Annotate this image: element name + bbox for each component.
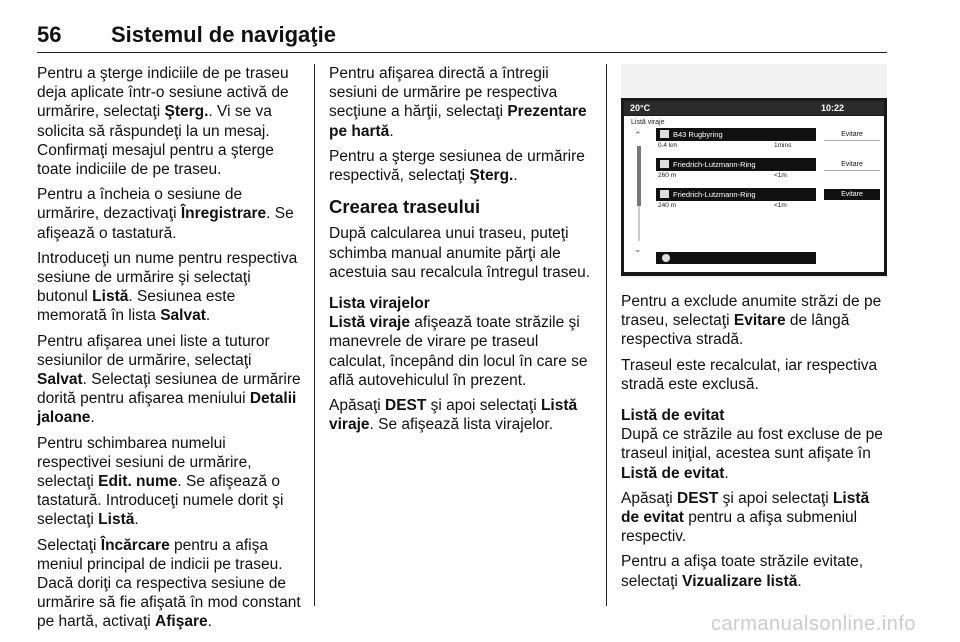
paragraph: Apăsaţi DEST şi apoi selectaţi Listă de evitat pentru a afişa submeniul respectiv.	[621, 489, 870, 546]
page-number: 56	[37, 22, 62, 47]
column-divider	[606, 64, 607, 606]
navigation-icon	[662, 254, 670, 262]
time: 1mins	[774, 142, 792, 149]
subheading: Lista virajelor	[329, 295, 430, 313]
screenshot-figure	[621, 64, 887, 278]
paragraph: Pentru a încheia o sesiune de urmărire, dezactivaţi Înregistrare. Se afişează o tastatură.	[37, 186, 294, 242]
scrollbar-thumb[interactable]	[637, 146, 641, 206]
avoid-button[interactable]: Evitare	[824, 129, 880, 141]
distance: 260 m	[658, 172, 677, 179]
paragraph: Apăsaţi DEST şi apoi selectaţi Listă viraje. Se afişează lista virajelor.	[329, 397, 578, 434]
paragraph: Pentru a şterge indiciile de pe traseu deja aplicate într-o sesiune activă de urmărire, selectaţi Şterg.. Vi se va solicita să răspundeţi la un mesaj. Confirmaţi mesajul pentru a şterge toate indiciile de pe traseu.	[37, 65, 289, 179]
column-left	[37, 64, 303, 638]
destination-bar[interactable]	[656, 252, 816, 264]
paragraph: După ce străzile au fost excluse de pe traseul iniţial, acestea sunt afişate în Listă de evitat.	[621, 426, 883, 482]
list-title: Listă viraje	[631, 119, 665, 126]
column-divider	[314, 64, 315, 606]
avoid-button[interactable]: Evitare	[824, 189, 880, 200]
infotainment-screen	[621, 98, 887, 276]
scroll-down-icon[interactable]: ⌄	[634, 244, 642, 254]
turn-list-panel	[624, 116, 884, 272]
paragraph: Introduceţi un nume pentru respectiva sesiune de urmărire şi selectaţi butonul Listă. Sesiunea este memorată în lista Salvat.	[37, 249, 298, 325]
paragraph: Pentru afişarea directă a întregii sesiuni de urmărire pe respectiva secţiune a hărţii, selectaţi Prezentare pe hartă.	[329, 65, 587, 140]
temperature: 20°C	[630, 103, 651, 113]
page-header	[37, 22, 887, 53]
paragraph: Selectaţi Încărcare pentru a afişa meniul principal de indicii pe traseu. Dacă doriţi ca respectiva sesiune de urmărire să fie afişată în mod constant pe hartă, activaţi Afişare.	[37, 536, 301, 631]
distance: 240 m	[658, 202, 677, 209]
distance: 0.4 km	[658, 142, 678, 149]
time: <1m	[774, 172, 787, 179]
paragraph: Listă viraje afişează toate străzile şi manevrele de virare pe traseul calculat, începând din locul în care se află autovehiculul în prezent.	[329, 314, 588, 389]
list-item[interactable]	[656, 188, 886, 218]
turn-street[interactable]: Friedrich-Lutzmann-Ring	[656, 188, 816, 201]
column-right	[621, 292, 887, 597]
status-bar	[624, 101, 884, 115]
subheading: Listă de evitat	[621, 407, 725, 425]
section-title: Sistemul de navigaţie	[111, 22, 336, 47]
paragraph: Pentru afişarea unei liste a tuturor sesiunilor de urmărire, selectaţi Salvat. Selectaţi sesiunea de urmărire dorită pentru afişarea meniului Detalii jaloane.	[37, 332, 301, 427]
section-heading: Crearea traseului	[329, 196, 481, 218]
turn-icon	[660, 160, 669, 168]
clock: 10:22	[820, 103, 844, 113]
paragraph: Pentru a afişa toate străzile evitate, selectaţi Vizualizare listă.	[621, 553, 864, 590]
turn-icon	[660, 130, 669, 138]
column-middle	[329, 64, 595, 440]
time: <1m	[774, 202, 787, 209]
turn-icon	[660, 190, 669, 198]
scroll-up-icon[interactable]: ⌃	[634, 130, 642, 140]
paragraph: Pentru a exclude anumite străzi de pe traseu, selectaţi Evitare de lângă respectiva stradă.	[621, 293, 882, 349]
avoid-button[interactable]: Evitare	[824, 159, 880, 171]
paragraph: După calcularea unui traseu, puteţi schimba manual anumite părţi ale acestuia sau recalcula întregul traseu.	[329, 225, 591, 281]
list-item[interactable]	[656, 158, 886, 188]
turn-street[interactable]: Friedrich-Lutzmann-Ring	[656, 158, 816, 171]
watermark: carmanualsonline.info	[710, 613, 916, 635]
paragraph: Pentru a şterge sesiunea de urmărire respectivă, selectaţi Şterg..	[329, 147, 585, 185]
paragraph: Traseul este recalculat, iar respectiva stradă este exclusă.	[621, 356, 878, 393]
turn-street[interactable]: B43 Rugbyring	[656, 128, 816, 141]
list-item[interactable]	[656, 128, 886, 158]
paragraph: Pentru schimbarea numelui respectivei sesiuni de urmărire, selectaţi Edit. nume. Se afişează o tastatură. Introduceţi numele dorit şi selectaţi Listă.	[37, 434, 284, 529]
